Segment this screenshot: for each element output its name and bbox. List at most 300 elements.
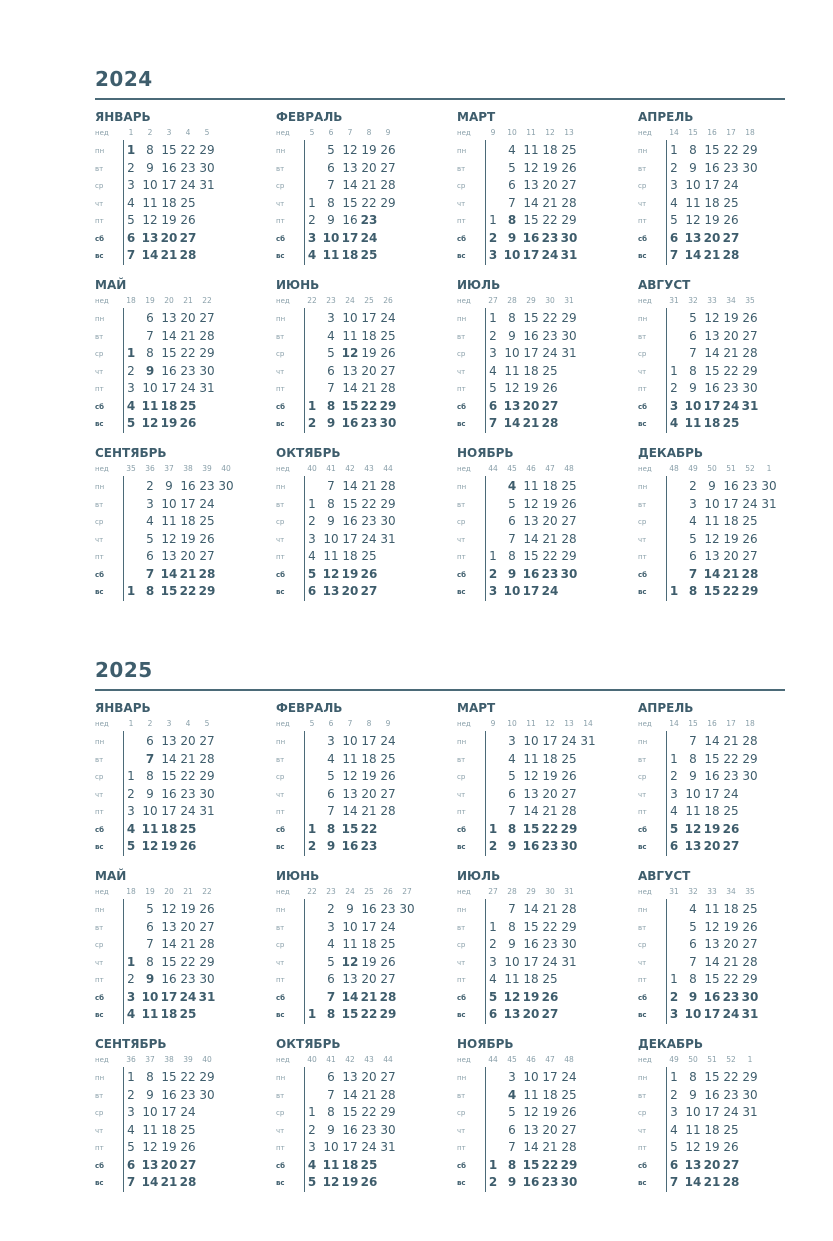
- weekday-label: ср: [95, 773, 104, 781]
- day-cell: 15: [523, 549, 539, 563]
- day-cell: 31: [742, 1105, 758, 1119]
- day-cell: 23: [180, 160, 196, 175]
- day-cell: 22: [542, 549, 558, 563]
- day-cell: 14: [342, 1087, 358, 1102]
- week-label: нед: [276, 888, 290, 896]
- week-number: 3: [166, 719, 172, 728]
- day-cell: 10: [523, 734, 539, 748]
- day-cell: 17: [542, 734, 558, 748]
- day-cell: 3: [126, 989, 136, 1004]
- day-cell: 16: [523, 937, 539, 951]
- weekday-label: сб: [276, 1161, 286, 1170]
- day-cell: 31: [198, 989, 216, 1004]
- day-cell: 13: [684, 839, 702, 853]
- day-cell: 11: [523, 1087, 539, 1102]
- day-cell: 9: [346, 902, 354, 916]
- day-cell: 16: [723, 479, 739, 493]
- weekday-label: чт: [276, 958, 285, 967]
- weekday-label: пн: [638, 1074, 648, 1082]
- week-number: 44: [383, 1055, 393, 1064]
- day-cell: 2: [127, 786, 135, 801]
- week-number: 9: [385, 128, 391, 137]
- day-cell: 5: [489, 381, 497, 395]
- day-cell: 14: [342, 381, 358, 395]
- day-cell: 16: [522, 1175, 540, 1189]
- day-cell: 12: [685, 1140, 701, 1154]
- day-cell: 26: [541, 989, 559, 1004]
- weekday-label: сб: [457, 993, 467, 1002]
- day-cell: 14: [141, 1175, 159, 1189]
- month-name: НОЯБРЬ: [457, 1037, 514, 1051]
- weekday-label: вт: [95, 164, 104, 173]
- weekday-label: пт: [276, 976, 285, 984]
- day-cell: 30: [379, 416, 397, 430]
- day-cell: 14: [523, 902, 539, 916]
- month-name: ДЕКАБРЬ: [638, 1037, 704, 1051]
- month-block: [638, 1037, 808, 1202]
- week-number: 34: [726, 296, 736, 305]
- day-cell: 11: [141, 1007, 159, 1021]
- month-name: СЕНТЯБРЬ: [95, 446, 167, 460]
- week-number: 14: [669, 128, 679, 137]
- day-cell: 8: [327, 195, 335, 210]
- weekday-label: пт: [457, 385, 466, 393]
- week-number: 18: [745, 719, 755, 728]
- day-cell: 8: [146, 1070, 154, 1084]
- month-name: ФЕВРАЛЬ: [276, 110, 343, 124]
- day-cell: 28: [561, 531, 577, 546]
- day-cell: 13: [161, 734, 177, 748]
- day-cell: 20: [522, 398, 540, 413]
- week-number: 5: [309, 719, 315, 728]
- day-cell: 7: [327, 804, 335, 818]
- week-number: 45: [507, 464, 517, 473]
- day-cell: 21: [180, 751, 196, 766]
- year-divider: [95, 689, 785, 691]
- weekday-label: вс: [457, 1179, 466, 1187]
- day-cell: 5: [508, 1105, 516, 1119]
- day-cell: 18: [723, 902, 739, 916]
- day-cell: 6: [146, 734, 154, 748]
- weekday-label: вс: [276, 843, 285, 851]
- day-cell: 6: [146, 919, 154, 934]
- day-cell: 14: [161, 937, 177, 951]
- week-number: 27: [402, 887, 412, 896]
- weekday-label: пт: [638, 217, 647, 225]
- day-cell: 30: [199, 363, 215, 378]
- weekday-label: пн: [638, 315, 648, 323]
- day-cell: 26: [380, 346, 396, 360]
- day-cell: 23: [722, 989, 740, 1004]
- day-cell: 2: [488, 1175, 498, 1189]
- day-cell: 18: [341, 1157, 359, 1172]
- day-cell: 19: [523, 381, 539, 395]
- month-block: [457, 869, 627, 1034]
- month-block: [276, 701, 446, 866]
- day-cell: 23: [180, 972, 196, 986]
- day-cell: 30: [399, 902, 415, 916]
- week-number: 26: [383, 887, 393, 896]
- day-cell: 1: [670, 751, 678, 766]
- day-cell: 4: [508, 751, 516, 766]
- weekday-label: чт: [276, 199, 285, 208]
- week-number: 48: [564, 1055, 574, 1064]
- day-cell: 13: [342, 1070, 358, 1084]
- day-cell: 6: [126, 1157, 136, 1172]
- day-cell: 8: [507, 821, 517, 836]
- day-cell: 5: [327, 954, 335, 969]
- weekday-label: вт: [95, 1091, 104, 1100]
- week-label: нед: [95, 465, 109, 473]
- day-cell: 20: [522, 1007, 540, 1021]
- weekday-label: пн: [457, 738, 467, 746]
- day-cell: 29: [199, 143, 215, 157]
- year-title: 2024: [95, 67, 153, 91]
- day-cell: 17: [161, 381, 177, 395]
- week-number: 1: [128, 719, 134, 728]
- day-cell: 27: [561, 178, 577, 192]
- weekday-label: пн: [457, 1074, 467, 1082]
- day-cell: 6: [508, 1122, 516, 1137]
- weekday-label: пт: [457, 808, 466, 816]
- day-cell: 26: [180, 213, 196, 227]
- day-cell: 8: [327, 1105, 335, 1119]
- weekday-label: сб: [638, 234, 648, 243]
- day-cell: 24: [723, 786, 739, 801]
- weekday-label: вт: [95, 500, 104, 509]
- day-cell: 14: [704, 954, 720, 969]
- day-cell: 12: [523, 1105, 539, 1119]
- weekday-label: пн: [276, 483, 286, 491]
- day-cell: 5: [670, 1140, 678, 1154]
- day-cell: 29: [742, 1070, 758, 1084]
- day-cell: 1: [669, 584, 679, 598]
- day-cell: 16: [342, 1122, 358, 1137]
- weekday-label: ср: [95, 941, 104, 949]
- day-cell: 7: [146, 328, 154, 343]
- day-cell: 4: [126, 821, 136, 836]
- weekday-label: ср: [457, 182, 466, 190]
- week-number: 46: [526, 1055, 536, 1064]
- day-cell: 10: [142, 1105, 158, 1119]
- day-cell: 20: [160, 230, 178, 245]
- day-cell: 7: [145, 751, 155, 766]
- day-cell: 21: [361, 381, 377, 395]
- day-cell: 2: [308, 514, 316, 528]
- day-cell: 24: [722, 1007, 740, 1021]
- day-cell: 25: [561, 479, 577, 493]
- day-cell: 26: [561, 769, 577, 783]
- day-cell: 18: [703, 416, 721, 430]
- day-cell: 1: [488, 821, 498, 836]
- week-number: 8: [366, 719, 372, 728]
- day-cell: 28: [199, 328, 215, 343]
- day-cell: 9: [507, 1175, 517, 1189]
- day-cell: 29: [560, 1157, 578, 1172]
- day-cell: 19: [160, 839, 178, 853]
- weekday-label: вт: [276, 500, 285, 509]
- month-block: [276, 1037, 446, 1202]
- month-divider: [304, 731, 305, 856]
- day-cell: 30: [741, 989, 759, 1004]
- week-number: 31: [669, 296, 679, 305]
- day-cell: 12: [704, 311, 720, 325]
- day-cell: 9: [689, 160, 697, 175]
- day-cell: 10: [342, 734, 358, 748]
- day-cell: 31: [741, 1007, 759, 1021]
- day-cell: 17: [522, 584, 540, 598]
- weekday-label: пт: [276, 808, 285, 816]
- day-cell: 7: [327, 1087, 335, 1102]
- day-cell: 21: [361, 479, 377, 493]
- day-cell: 9: [507, 839, 517, 853]
- weekday-label: вт: [276, 1091, 285, 1100]
- week-number: 31: [564, 887, 574, 896]
- day-cell: 18: [161, 195, 177, 210]
- day-cell: 25: [179, 398, 197, 413]
- day-cell: 12: [341, 954, 359, 969]
- day-cell: 26: [561, 160, 577, 175]
- day-cell: 2: [127, 160, 135, 175]
- day-cell: 28: [561, 195, 577, 210]
- day-cell: 9: [146, 786, 154, 801]
- day-cell: 19: [341, 1175, 359, 1189]
- day-cell: 17: [703, 398, 721, 413]
- day-cell: 23: [361, 514, 377, 528]
- week-number: 41: [326, 464, 336, 473]
- day-cell: 27: [380, 160, 396, 175]
- day-cell: 13: [684, 1157, 702, 1172]
- day-cell: 6: [508, 786, 516, 801]
- day-cell: 9: [708, 479, 716, 493]
- day-cell: 18: [523, 972, 539, 986]
- month-block: [276, 110, 446, 275]
- day-cell: 5: [327, 346, 335, 360]
- day-cell: 3: [488, 248, 498, 262]
- day-cell: 15: [523, 311, 539, 325]
- day-cell: 7: [508, 804, 516, 818]
- week-number: 27: [488, 887, 498, 896]
- day-cell: 28: [379, 989, 397, 1004]
- month-block: [276, 869, 446, 1034]
- day-cell: 8: [146, 346, 154, 360]
- week-number: 30: [545, 296, 555, 305]
- weekday-label: ср: [638, 182, 647, 190]
- day-cell: 22: [541, 821, 559, 836]
- day-cell: 26: [722, 821, 740, 836]
- day-cell: 11: [504, 972, 520, 986]
- day-cell: 14: [523, 1140, 539, 1154]
- day-cell: 30: [560, 1175, 578, 1189]
- day-cell: 11: [685, 1122, 701, 1137]
- day-cell: 13: [704, 328, 720, 343]
- weekday-label: ср: [95, 182, 104, 190]
- day-cell: 15: [704, 972, 720, 986]
- day-cell: 30: [742, 160, 758, 175]
- week-number: 20: [164, 296, 174, 305]
- day-cell: 14: [342, 178, 358, 192]
- day-cell: 21: [722, 566, 740, 581]
- day-cell: 13: [342, 160, 358, 175]
- day-cell: 22: [541, 1157, 559, 1172]
- year-block-2025: [95, 657, 785, 1211]
- day-cell: 23: [361, 1122, 377, 1137]
- day-cell: 10: [504, 954, 520, 969]
- day-cell: 26: [380, 143, 396, 157]
- day-cell: 26: [542, 381, 558, 395]
- week-number: 15: [688, 128, 698, 137]
- day-cell: 2: [308, 1122, 316, 1137]
- week-number: 40: [307, 1055, 317, 1064]
- weekday-label: пт: [457, 1144, 466, 1152]
- day-cell: 10: [684, 1007, 702, 1021]
- day-cell: 3: [127, 381, 135, 395]
- weekday-label: пт: [276, 553, 285, 561]
- day-cell: 19: [723, 919, 739, 934]
- day-cell: 11: [342, 751, 358, 766]
- week-label: нед: [457, 465, 471, 473]
- day-cell: 6: [508, 514, 516, 528]
- week-number: 22: [307, 887, 317, 896]
- weekday-label: ср: [457, 518, 466, 526]
- day-cell: 24: [541, 248, 559, 262]
- day-cell: 29: [379, 398, 397, 413]
- weekday-label: сб: [95, 993, 105, 1002]
- weekday-label: пн: [638, 147, 648, 155]
- weekday-label: вт: [95, 923, 104, 932]
- day-cell: 15: [161, 769, 177, 783]
- day-cell: 31: [380, 1140, 396, 1154]
- day-cell: 7: [126, 1175, 136, 1189]
- day-cell: 5: [146, 902, 154, 916]
- day-cell: 26: [360, 566, 378, 581]
- day-cell: 20: [703, 1157, 721, 1172]
- day-cell: 22: [180, 346, 196, 360]
- day-cell: 20: [341, 584, 359, 598]
- day-cell: 2: [670, 381, 678, 395]
- day-cell: 2: [489, 937, 497, 951]
- day-cell: 4: [508, 143, 516, 157]
- day-cell: 27: [561, 1122, 577, 1137]
- weekday-label: пн: [276, 315, 286, 323]
- day-cell: 29: [742, 363, 758, 378]
- weekday-label: сб: [638, 825, 648, 834]
- week-number: 51: [726, 464, 736, 473]
- week-number: 16: [707, 719, 717, 728]
- day-cell: 22: [723, 972, 739, 986]
- day-cell: 27: [380, 786, 396, 801]
- weekday-label: вс: [95, 588, 104, 596]
- day-cell: 27: [541, 1007, 559, 1021]
- weekday-label: пт: [95, 217, 104, 225]
- day-cell: 7: [327, 479, 335, 493]
- day-cell: 10: [685, 178, 701, 192]
- day-cell: 5: [127, 1140, 135, 1154]
- day-cell: 12: [141, 839, 159, 853]
- weekday-label: чт: [638, 367, 647, 376]
- day-cell: 17: [361, 311, 377, 325]
- day-cell: 10: [685, 786, 701, 801]
- day-cell: 5: [127, 213, 135, 227]
- day-cell: 22: [180, 954, 196, 969]
- day-cell: 29: [561, 549, 577, 563]
- day-cell: 21: [361, 1087, 377, 1102]
- day-cell: 24: [723, 1105, 739, 1119]
- day-cell: 8: [326, 398, 336, 413]
- week-number: 22: [307, 296, 317, 305]
- day-cell: 8: [689, 972, 697, 986]
- month-block: [638, 869, 808, 1034]
- day-cell: 6: [327, 160, 335, 175]
- day-cell: 22: [723, 751, 739, 766]
- weekday-label: пт: [638, 385, 647, 393]
- day-cell: 25: [180, 1122, 196, 1137]
- weekday-label: пн: [276, 906, 286, 914]
- day-cell: 3: [508, 734, 516, 748]
- day-cell: 18: [160, 1007, 178, 1021]
- week-number: 1: [128, 128, 134, 137]
- weekday-label: вт: [457, 755, 466, 764]
- day-cell: 10: [704, 496, 720, 511]
- day-cell: 15: [161, 346, 177, 360]
- weekday-label: ср: [638, 518, 647, 526]
- day-cell: 9: [326, 416, 336, 430]
- day-cell: 19: [542, 160, 558, 175]
- day-cell: 8: [689, 1070, 697, 1084]
- day-cell: 14: [703, 566, 721, 581]
- day-cell: 2: [670, 160, 678, 175]
- day-cell: 24: [542, 954, 558, 969]
- week-number: 36: [145, 464, 155, 473]
- weekday-label: пн: [457, 906, 467, 914]
- day-cell: 25: [180, 195, 196, 210]
- day-cell: 9: [146, 1087, 154, 1102]
- week-label: нед: [457, 297, 471, 305]
- weekday-label: ср: [457, 773, 466, 781]
- week-number: 44: [383, 464, 393, 473]
- day-cell: 20: [361, 160, 377, 175]
- week-number: 40: [202, 1055, 212, 1064]
- day-cell: 7: [508, 1140, 516, 1154]
- day-cell: 14: [342, 479, 358, 493]
- weekday-label: пн: [457, 315, 467, 323]
- day-cell: 22: [722, 584, 740, 598]
- day-cell: 7: [327, 381, 335, 395]
- day-cell: 18: [160, 398, 178, 413]
- weekday-label: пт: [638, 553, 647, 561]
- day-cell: 4: [507, 479, 517, 493]
- day-cell: 2: [327, 902, 335, 916]
- day-cell: 4: [127, 1122, 135, 1137]
- day-cell: 23: [541, 230, 559, 245]
- day-cell: 6: [669, 839, 679, 853]
- day-cell: 3: [127, 1105, 135, 1119]
- day-cell: 6: [126, 230, 136, 245]
- day-cell: 30: [742, 769, 758, 783]
- day-cell: 12: [161, 531, 177, 546]
- weekday-label: вс: [638, 252, 647, 260]
- month-block: [95, 110, 265, 275]
- weekday-label: чт: [457, 535, 466, 544]
- day-cell: 24: [180, 1105, 196, 1119]
- day-cell: 30: [560, 230, 578, 245]
- day-cell: 2: [488, 566, 498, 581]
- day-cell: 12: [503, 989, 521, 1004]
- day-cell: 17: [704, 1105, 720, 1119]
- day-cell: 9: [508, 937, 516, 951]
- week-number: 25: [364, 296, 374, 305]
- day-cell: 31: [199, 804, 215, 818]
